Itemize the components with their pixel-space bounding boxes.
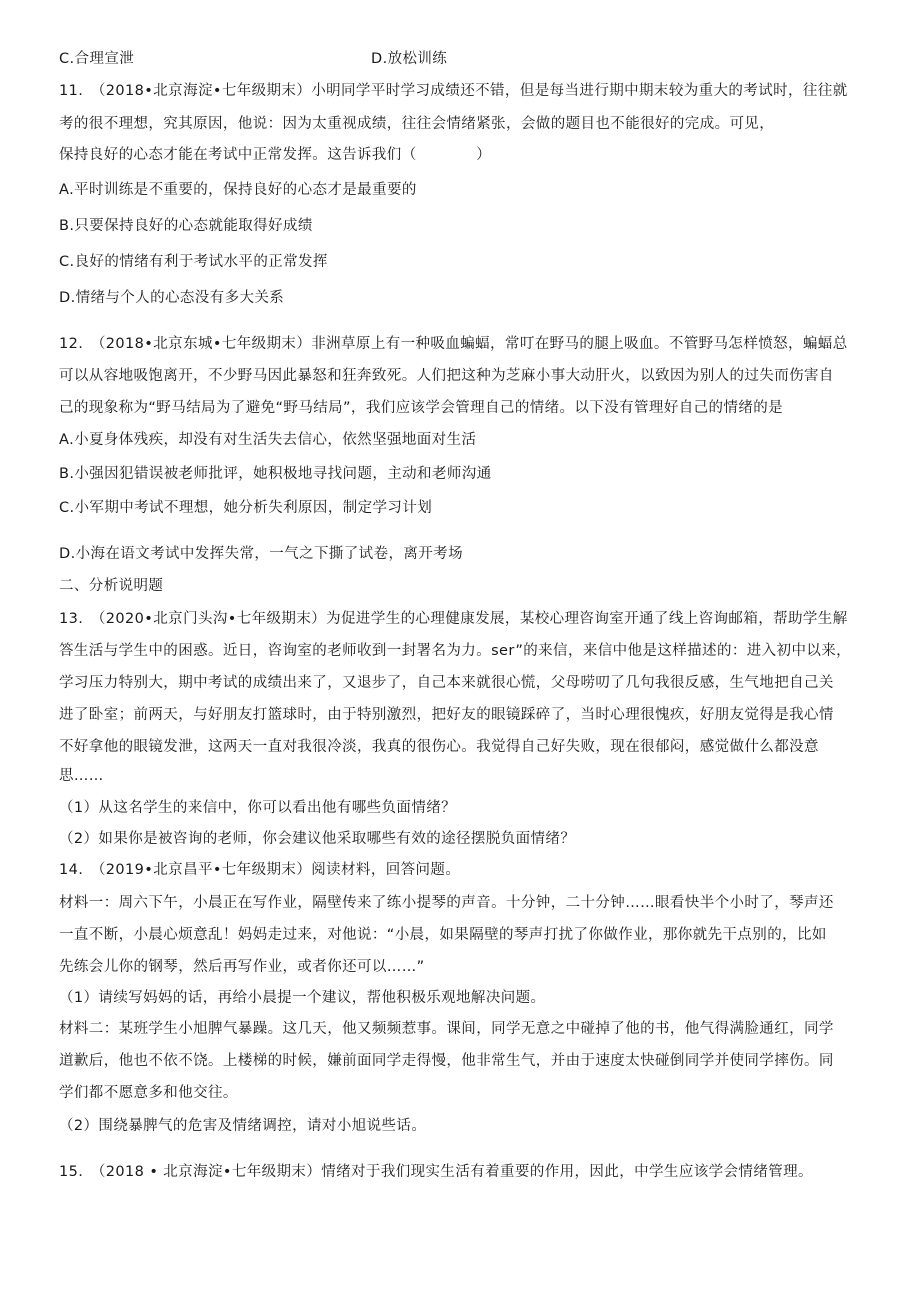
q11-option-a: A.平时训练是不重要的，保持良好的心态才是最重要的 [59, 182, 417, 198]
q14-material1-line3: 先练会儿你的钢琴，然后再写作业，或者你还可以……” [59, 959, 425, 975]
q11-stem-line2: 考的很不理想，究其原因，他说：因为太重视成绩，往往会情绪紧张，会做的题目也不能很好的完成。可见， [59, 116, 775, 132]
q12-option-d: D.小海在语文考试中发挥失常，一气之下撕了试卷，离开考场 [59, 546, 463, 562]
q14-subquestion-2: （2）围绕暴脾气的危害及情绪调控，请对小旭说些话。 [59, 1118, 427, 1134]
q12-option-c: C.小军期中考试不理想，她分析失利原因，制定学习计划 [59, 500, 433, 516]
q11-stem-line3: 保持良好的心态才能在考试中正常发挥。这告诉我们（ ） [59, 147, 492, 163]
q14-material2-line2: 道歉后，他也不依不饶。上楼梯的时候，嫌前面同学走得慢，他非常生气，并由于速度太快碰倒同学并使同学摔伤。同 [59, 1053, 834, 1069]
q13-stem-line6: 思…… [59, 768, 104, 784]
q12-option-b: B.小强因犯错误被老师批评，她积极地寻找问题，主动和老师沟通 [59, 466, 492, 482]
q11-option-d: D.情绪与个人的心态没有多大关系 [59, 290, 285, 306]
q14-material2-line1: 材料二：某班学生小旭脾气暴躁。这几天，他又频频惹事。课间，同学无意之中碰掉了他的书，他气得满脸通红，同学 [59, 1021, 834, 1037]
q14-stem-line1: 14. （2019•北京昌平•七年级期末）阅读材料，回答问题。 [59, 862, 461, 878]
q14-material1-line2: 一直不断，小晨心烦意乱！妈妈走过来，对他说：“小晨，如果隔壁的琴声打扰了你做作业，那你就先干点别的，比如 [59, 927, 827, 943]
q13-stem-line2: 答生活与学生中的困惑。近日，咨询室的老师收到一封署名为力。ser”的来信，来信中他是这样描述的：进入初中以来， [59, 643, 852, 659]
q13-subquestion-2: （2）如果你是被咨询的老师，你会建议他采取哪些有效的途径摆脱负面情绪？ [59, 831, 576, 847]
q15-stem-line1: 15. （2018 • 北京海淀•七年级期末）情绪对于我们现实生活有着重要的作用，因此，中学生应该学会情绪管理。 [59, 1164, 813, 1180]
q12-stem-line1: 12. （2018•北京东城•七年级期末）非洲草原上有一种吸血蝙蝠，常叮在野马的腿上吸血。不管野马怎样愤怒，蝙蝠总 [59, 336, 848, 352]
q14-subquestion-1: （1）请续写妈妈的话，再给小晨提一个建议，帮他积极乐观地解决问题。 [59, 990, 546, 1006]
q10-option-c: C.合理宣泄 [59, 51, 135, 67]
q10-option-d: D.放松训练 [371, 51, 448, 67]
q12-stem-line2: 可以从容地吸饱离开，不少野马因此暴怒和狂奔致死。人们把这种为芝麻小事大动肝火，以致因为别人的过失而伤害自 [59, 368, 834, 384]
q13-stem-line5: 不好拿他的眼镜发泄，这两天一直对我很冷淡，我真的很伤心。我觉得自己好失败，现在很郁闷，感觉做什么都没意 [59, 739, 819, 755]
q12-option-a: A.小夏身体残疾，却没有对生活失去信心，依然坚强地面对生活 [59, 432, 477, 448]
q11-option-c: C.良好的情绪有利于考试水平的正常发挥 [59, 254, 328, 270]
q13-stem-line1: 13. （2020•北京门头沟•七年级期末）为促进学生的心理健康发展，某校心理咨询室开通了线上咨询邮箱，帮助学生解 [59, 611, 848, 627]
q12-stem-line3: 己的现象称为“野马结局为了避免“野马结局”，我们应该学会管理自己的情绪。以下没有管理好自己的情绪的是 [59, 400, 784, 416]
q13-subquestion-1: （1）从这名学生的来信中，你可以看出他有哪些负面情绪？ [59, 800, 457, 816]
q11-option-b: B.只要保持良好的心态就能取得好成绩 [59, 218, 313, 234]
section-title: 二、分析说明题 [59, 578, 164, 594]
q14-material1-line1: 材料一：周六下午，小晨正在写作业，隔壁传来了练小提琴的声音。十分钟，二十分钟……眼看快半个小时了，琴声还 [59, 895, 834, 911]
q11-stem-line1: 11. （2018•北京海淀•七年级期末）小明同学平时学习成绩还不错，但是每当进行期中期末较为重大的考试时，往往就 [59, 83, 848, 99]
q13-stem-line3: 学习压力特别大，期中考试的成绩出来了，又退步了，自己本来就很心慌，父母唠叨了几句我很反感，生气地把自己关 [59, 675, 834, 691]
q14-material2-line3: 学们都不愿意多和他交往。 [59, 1085, 238, 1101]
q13-stem-line4: 进了卧室；前两天，与好朋友打篮球时，由于特别激烈，把好友的眼镜踩碎了，当时心理很愧疚，好朋友觉得是我心情 [59, 707, 834, 723]
